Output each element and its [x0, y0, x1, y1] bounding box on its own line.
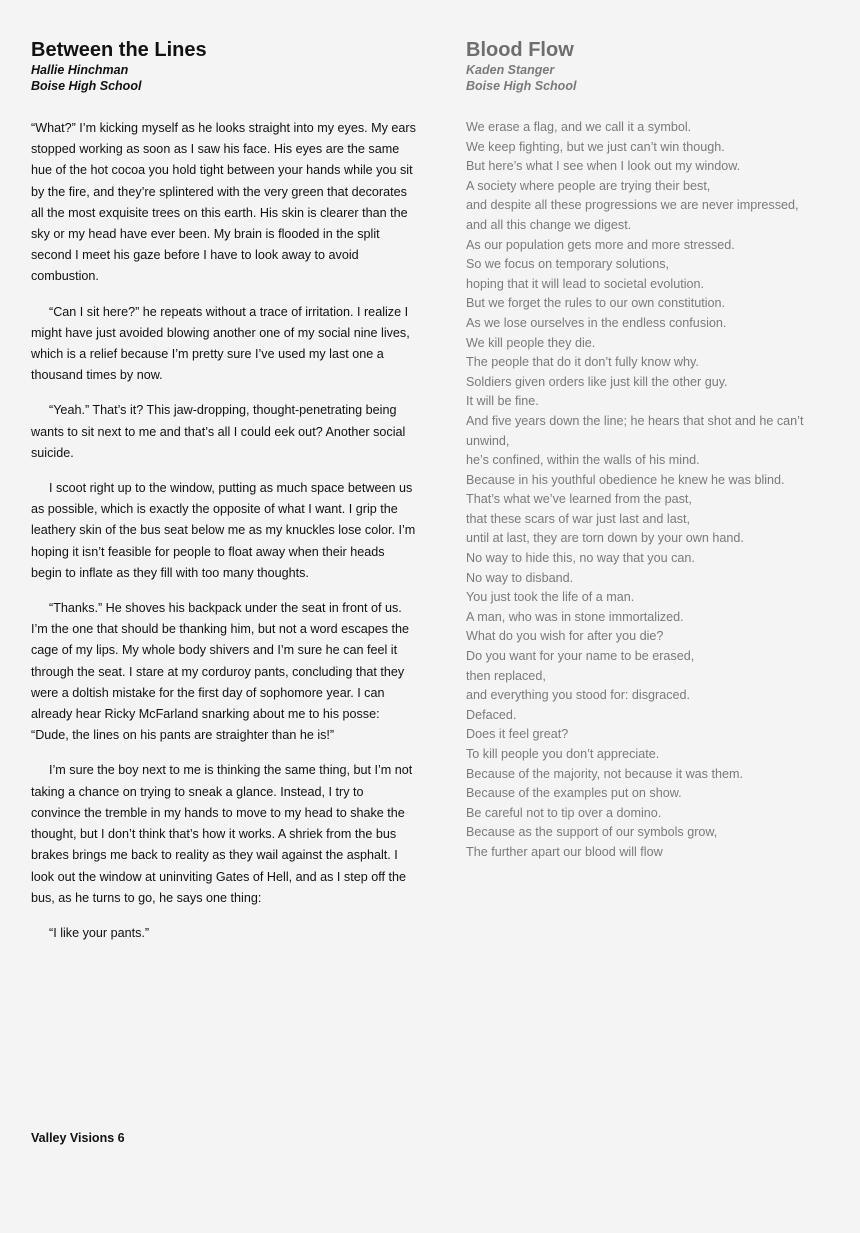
poem-line: A man, who was in stone immortalized. [466, 609, 684, 624]
poem-school: Boise High School [466, 79, 577, 93]
story-paragraph: “Can I sit here?” he repeats without a trace of irritation. I realize I might have just avoided blowing another one of my social nine lives, which is a relief because I’m pretty sure I’ve used my last one a thousand times by now. [31, 304, 410, 383]
poem-body [466, 118, 841, 863]
story-paragraph: “Yeah.” That’s it? This jaw-dropping, thought-penetrating being wants to sit next to me and that’s all I could eek out? Another social suicide. [31, 403, 406, 460]
poem-line: then replaced, [466, 668, 546, 683]
story-school: Boise High School [31, 79, 142, 93]
poem-line: that these scars of war just last and last, [466, 511, 690, 526]
story-body [31, 118, 416, 944]
poem-line: As we lose ourselves in the endless confusion. [466, 315, 727, 330]
page-footer: Valley Visions 6 [31, 1131, 125, 1145]
poem-line: Does it feel great? [466, 727, 569, 742]
poem-line: Soldiers given orders like just kill the other guy. [466, 374, 728, 389]
poem-line: The people that do it don’t fully know why. [466, 355, 699, 370]
story-paragraph: “Thanks.” He shoves his backpack under the seat in front of us. I’m the one that should be thanking him, but not a word escapes the cage of my lips. My whole body shivers and I’m sure he can feel it through the seat. I stare at my corduroy pants, concluding that they were a doltish mistake for the first day of sophomore year. I can already hear Ricky McFarland snarking about me to his posse: “Dude, the lines on his pants are straighter than he is!” [31, 601, 410, 743]
poem-line: And five years down the line; he hears that shot and he can’t unwind, [466, 413, 804, 448]
poem-column [466, 38, 841, 863]
poem-line: But here’s what I see when I look out my window. [466, 159, 741, 174]
poem-line: It will be fine. [466, 394, 539, 409]
poem-line: he’s confined, within the walls of his mind. [466, 453, 700, 468]
poem-line: until at last, they are torn down by your own hand. [466, 531, 744, 546]
poem-line: You just took the life of a man. [466, 590, 635, 605]
poem-line: What do you wish for after you die? [466, 629, 664, 644]
poem-line: A society where people are trying their best, [466, 178, 711, 193]
story-paragraph: I’m sure the boy next to me is thinking the same thing, but I’m not taking a chance on trying to sneak a glance. Instead, I try to convince the tremble in my hands to move to my head to shake the thought, but I don’t think that’s how it works. A shriek from the bus brakes brings me back to reality as they wail against the asphalt. I look out the window at uninviting Gates of Hell, and as I step off the bus, as he turns to go, he says one thing: [31, 763, 413, 905]
story-column [31, 38, 416, 958]
poem-line: and everything you stood for: disgraced. [466, 688, 691, 703]
poem-line: No way to disband. [466, 570, 574, 585]
poem-line: and despite all these progressions we are never impressed, [466, 198, 799, 213]
poem-title: Blood Flow [466, 39, 574, 61]
poem-line: and all this change we digest. [466, 217, 632, 232]
poem-line: Do you want for your name to be erased, [466, 649, 695, 664]
poem-line: But we forget the rules to our own constitution. [466, 296, 726, 311]
poem-line: Because of the examples put on show. [466, 786, 682, 801]
poem-line: Defaced. [466, 707, 517, 722]
poem-line: No way to hide this, no way that you can. [466, 551, 695, 566]
poem-line: Because in his youthful obedience he knew he was blind. [466, 472, 785, 487]
poem-line: That’s what we’ve learned from the past, [466, 492, 692, 507]
poem-line: Because as the support of our symbols grow, [466, 825, 718, 840]
story-paragraph: “I like your pants.” [49, 925, 150, 940]
poem-line: hoping that it will lead to societal evolution. [466, 276, 705, 291]
story-paragraph: I scoot right up to the window, putting as much space between us as possible, which is exactly the opposite of what I want. I grip the leathery skin of the bus seat below me as my knuckles lose color. I’m hoping it isn’t feasible for people to float away when their heads begin to inflate as they fill with too many thoughts. [31, 481, 416, 580]
poem-line: To kill people you don’t appreciate. [466, 747, 660, 761]
poem-author: Kaden Stanger [466, 63, 555, 77]
story-author: Hallie Hinchman [31, 63, 129, 77]
poem-line: We erase a flag, and we call it a symbol. [466, 120, 692, 134]
poem-line: So we focus on temporary solutions, [466, 257, 670, 272]
poem-line: Because of the majority, not because it was them. [466, 766, 743, 781]
poem-line: Be careful not to tip over a domino. [466, 805, 662, 820]
story-title: Between the Lines [31, 39, 207, 61]
poem-line: The further apart our blood will flow [466, 844, 663, 859]
story-paragraph: “What?” I’m kicking myself as he looks straight into my eyes. My ears stopped working as soon as I saw his face. His eyes are the same hue of the hot cocoa you hold tight between your hands while you sit by the fire, and they’re splintered with the very green that decorates all the most exquisite trees on this earth. His skin is clearer than the sky or my head have ever been. My brain is flooded in the split second I meet his gaze before I have to look away to avoid combustion. [31, 121, 416, 284]
poem-line: As our population gets more and more stressed. [466, 237, 735, 252]
poem-line: We keep fighting, but we just can’t win though. [466, 139, 725, 154]
poem-line: We kill people they die. [466, 335, 596, 350]
